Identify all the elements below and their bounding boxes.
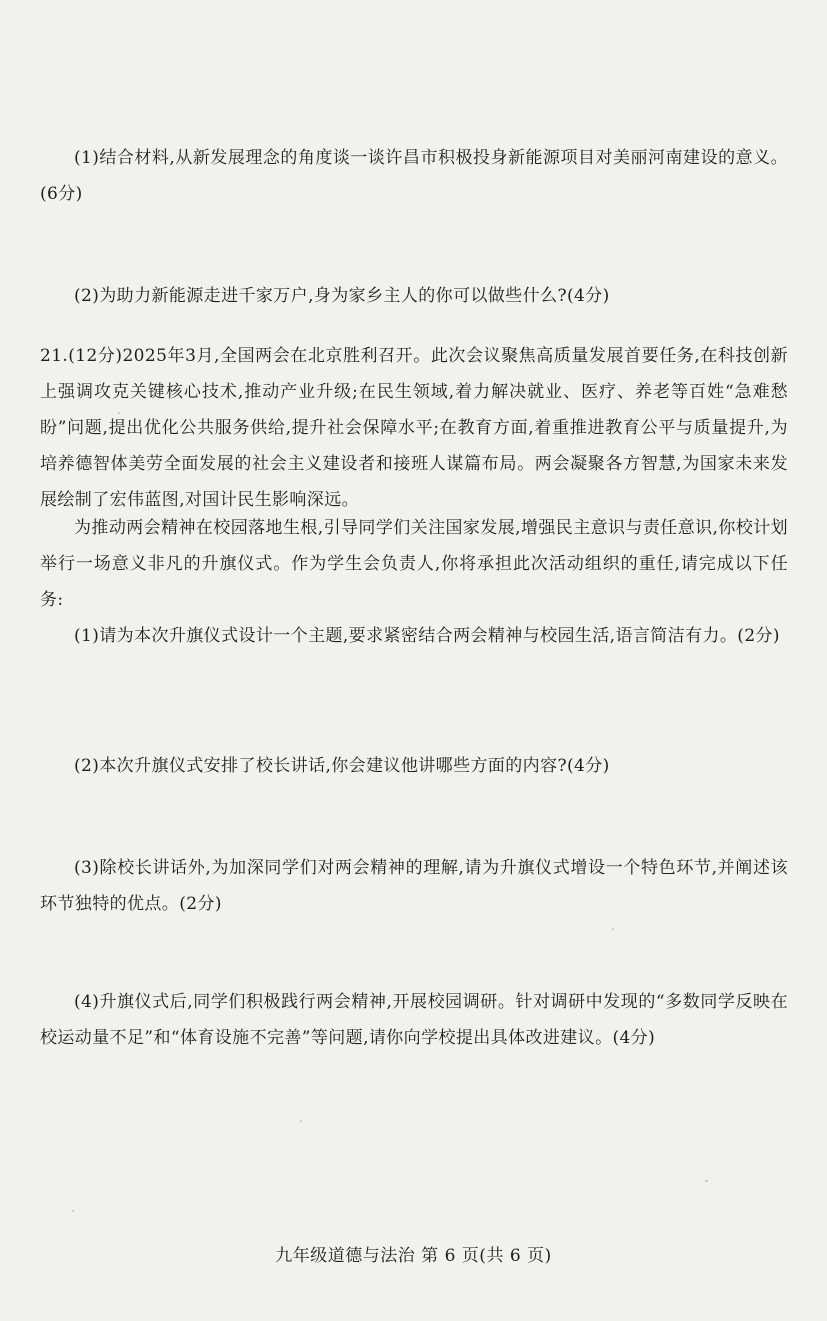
q21-sub1: (1)请为本次升旗仪式设计一个主题,要求紧密结合两会精神与校园生活,语言简洁有力。(2分) (74, 626, 780, 646)
q21-sub2: (2)本次升旗仪式安排了校长讲话,你会建议他讲哪些方面的内容?(4分) (74, 756, 610, 776)
q21-material: 21.(12分)2025年3月,全国两会在北京胜利召开。此次会议聚焦高质量发展首要任务,在科技创新上强调攻克关键核心技术,推动产业升级;在民生领域,着力解决就业、医疗、养老等百姓“急难愁盼”问题,提出优化公共服务供给,提升社会保障水平;在教育方面,着重推进教育公平与质量提升,为培养德智体美劳全面发展的社会主义建设者和接班人谋篇布局。两会凝聚各方智慧,为国家未来发展绘制了宏伟蓝图,对国计民生影响深远。 (40, 346, 788, 510)
scan-speck (705, 1180, 708, 1182)
page-footer: 九年级道德与法治 第 6 页(共 6 页) (275, 1246, 552, 1266)
q20-sub2: (2)为助力新能源走进千家万户,身为家乡主人的你可以做些什么?(4分) (74, 286, 610, 306)
scan-speck (300, 1120, 302, 1122)
q21-sub3: (3)除校长讲话外,为加深同学们对两会精神的理解,请为升旗仪式增设一个特色环节,并阐述该环节独特的优点。(2分) (40, 858, 788, 914)
scan-speck (612, 928, 614, 930)
q21-sub4: (4)升旗仪式后,同学们积极践行两会精神,开展校园调研。针对调研中发现的“多数同学反映在校运动量不足”和“体育设施不完善”等问题,请你向学校提出具体改进建议。(4分) (40, 992, 788, 1048)
scan-speck (72, 1210, 74, 1212)
scan-speck (118, 412, 120, 414)
q21-intro: 为推动两会精神在校园落地生根,引导同学们关注国家发展,增强民主意识与责任意识,你校计划举行一场意义非凡的升旗仪式。作为学生会负责人,你将承担此次活动组织的重任,请完成以下任务: (40, 518, 788, 610)
q20-sub1: (1)结合材料,从新发展理念的角度谈一谈许昌市积极投身新能源项目对美丽河南建设的意义。(6分) (40, 148, 788, 204)
